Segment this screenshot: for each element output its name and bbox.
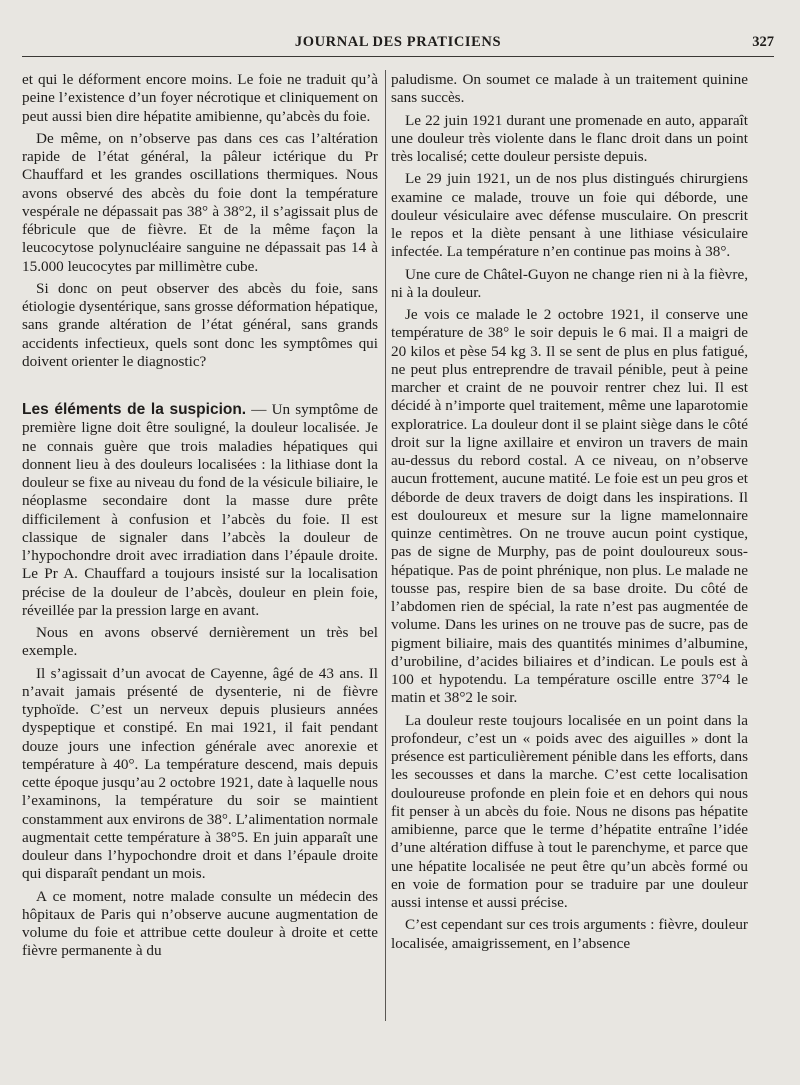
header-rule	[22, 56, 774, 57]
column-divider	[385, 70, 386, 1021]
page-number: 327	[752, 34, 774, 50]
paragraph: Le 22 juin 1921 durant une promenade en auto, apparaît une douleur très violente dans le flanc droit dans un point très localisé; cette douleur persiste depuis.	[391, 111, 748, 165]
left-column	[22, 71, 378, 965]
paragraph: Je vois ce malade le 2 octobre 1921, il conserve une température de 38° le soir depuis le 6 mai. Il a maigri de 20 kilos et pèse 54 kg 3. Il se sent de plus en plus fatigué, ne peut plus entreprendre de travail pénible, peut à peine marcher et craint de ne pouvoir rentrer chez lui. Il est décidé à n’importe quel traitement, même une laparotomie exploratrice. La douleur dont il se plaint siège dans le côté droit sur la ligne axillaire et environ un travers de main au-dessus du rebord costal. A ce niveau, on n’observe aucun frottement, aucune matité. Le foie est un peu gros et déborde de deux travers de doigt dans les inspirations. Il est douloureux et mesure sur la ligne mamelonnaire quinze centimètres. On ne trouve aucun point cystique, pas de signe de Murphy, pas de point douloureux sous-hépatique. Pas de point phrénique, non plus. Le malade ne tousse pas, respire bien de sa base droite. Du côté de l’abdomen rien de spécial, la rate n’est pas augmentée de volume. Dans les urines on ne trouve pas de sucre, pas de pigment biliaire, mais des quantités minimes d’albumine, d’urobiline, d’acides biliaires et d’indican. Le pouls est à 100 et hypotendu. La température oscille entre 37°4 le matin et 38°2 le soir.	[391, 306, 748, 707]
paragraph: C’est cependant sur ces trois arguments : fièvre, douleur localisée, amaigrissement, en l’absence	[391, 916, 748, 952]
right-column	[391, 71, 748, 957]
paragraph: Le 29 juin 1921, un de nos plus distingués chirurgiens examine ce malade, trouve un foie qui déborde, une douleur vésiculaire avec défense musculaire. On prescrit le repos et la diète pensant à une lithiase vésiculaire infectée. La température n’en continue pas moins à 38°.	[391, 170, 748, 261]
page-header	[22, 34, 774, 56]
paragraph: Si donc on peut observer des abcès du foie, sans étiologie dysentérique, sans grosse déformation hépatique, sans grande altération de l’état général, sans grands accidents infectieux, quels sont donc les symptômes qui doivent orienter le diagnostic?	[22, 279, 378, 370]
paragraph: De même, on n’observe pas dans ces cas l’altération rapide de l’état général, la pâleur ictérique du Pr Chauffard et les grandes oscillations thermiques. Nous avons observé des abcès du foie dont la température vespérale ne dépassait pas 38° à 38°2, il s’agissait plus de fébricule que de fièvre. Et de la même façon la leucocytose polynucléaire sanguine ne dépassait pas 14 à 15.000 leucocytes par millimètre cube.	[22, 129, 378, 275]
paragraph-text: — Un symptôme de première ligne doit être souligné, la douleur localisée. Je ne connais guère que trois maladies hépatiques qui donnent lieu à des douleurs localisées : la lithiase dont la douleur se fixe au niveau du fond de la vésicule biliaire, le néoplasme secondaire dont la masse dure prête difficilement à confusion et l’abcès du foie. Il est classique de signaler dans l’abcès la douleur de l’hypochondre droit avec irradiation dans l’épaule droite. Le Pr A. Chauffard a toujours insisté sur la localisation précise de la douleur de l’abcès, douleur en plein foie, réveillée par la pression large en avant.	[22, 401, 378, 619]
running-title: JOURNAL DES PRATICIENS	[294, 34, 502, 50]
paragraph: La douleur reste toujours localisée en un point dans la profondeur, c’est un « poids avec des aiguilles » dont la présence est particulièrement pénible dans les efforts, dans les secousses et dans la marche. C’est cette localisation douloureuse profonde en plein foie et en dehors qui nous fit penser à un abcès du foie. Nous ne disons pas hépatite amibienne, parce que le terme d’hépatite entraîne l’idée d’une altération diffuse à tout le parenchyme, et parce que une hépatite localisée ne peut être qu’un abcès formé ou en voie de formation pour se traduire par une douleur aussi intense et aussi précise.	[391, 711, 748, 911]
paragraph: et qui le déforment encore moins. Le foie ne traduit qu’à peine l’existence d’un foyer nécrotique et cliniquement on peut aussi bien dire hépatite amibienne, qu’abcès du foie.	[22, 71, 378, 125]
paragraph: A ce moment, notre malade consulte un médecin des hôpitaux de Paris qui n’observe aucune augmentation de volume du foie et attribue cette douleur à droite et cette fièvre permanente à du	[22, 887, 378, 960]
paragraph: Nous en avons observé dernièrement un très bel exemple.	[22, 624, 378, 660]
section-heading: Les éléments de la suspicion.	[22, 401, 247, 418]
paragraph: paludisme. On soumet ce malade à un traitement quinine sans succès.	[391, 71, 748, 107]
paragraph: Il s’agissait d’un avocat de Cayenne, âgé de 43 ans. Il n’avait jamais présenté de dysenterie, ni de fièvre typhoïde. C’est un nerveux depuis plusieurs années dyspeptique et constipé. En mai 1921, il fait pendant douze jours une infection générale avec anorexie et température à 40°. La température descend, mais depuis cette époque jusqu’au 2 octobre 1921, date à laquelle nous l’examinons, la température du soir se maintient constamment aux environs de 38°. L’alimentation normale augmentait cette température à 38°5. En juin apparaît une douleur dans l’hypochondre droit et dans l’épaule droite qui disparaît pendant un mois.	[22, 664, 379, 883]
paragraph: Une cure de Châtel-Guyon ne change rien ni à la fièvre, ni à la douleur.	[391, 265, 748, 301]
